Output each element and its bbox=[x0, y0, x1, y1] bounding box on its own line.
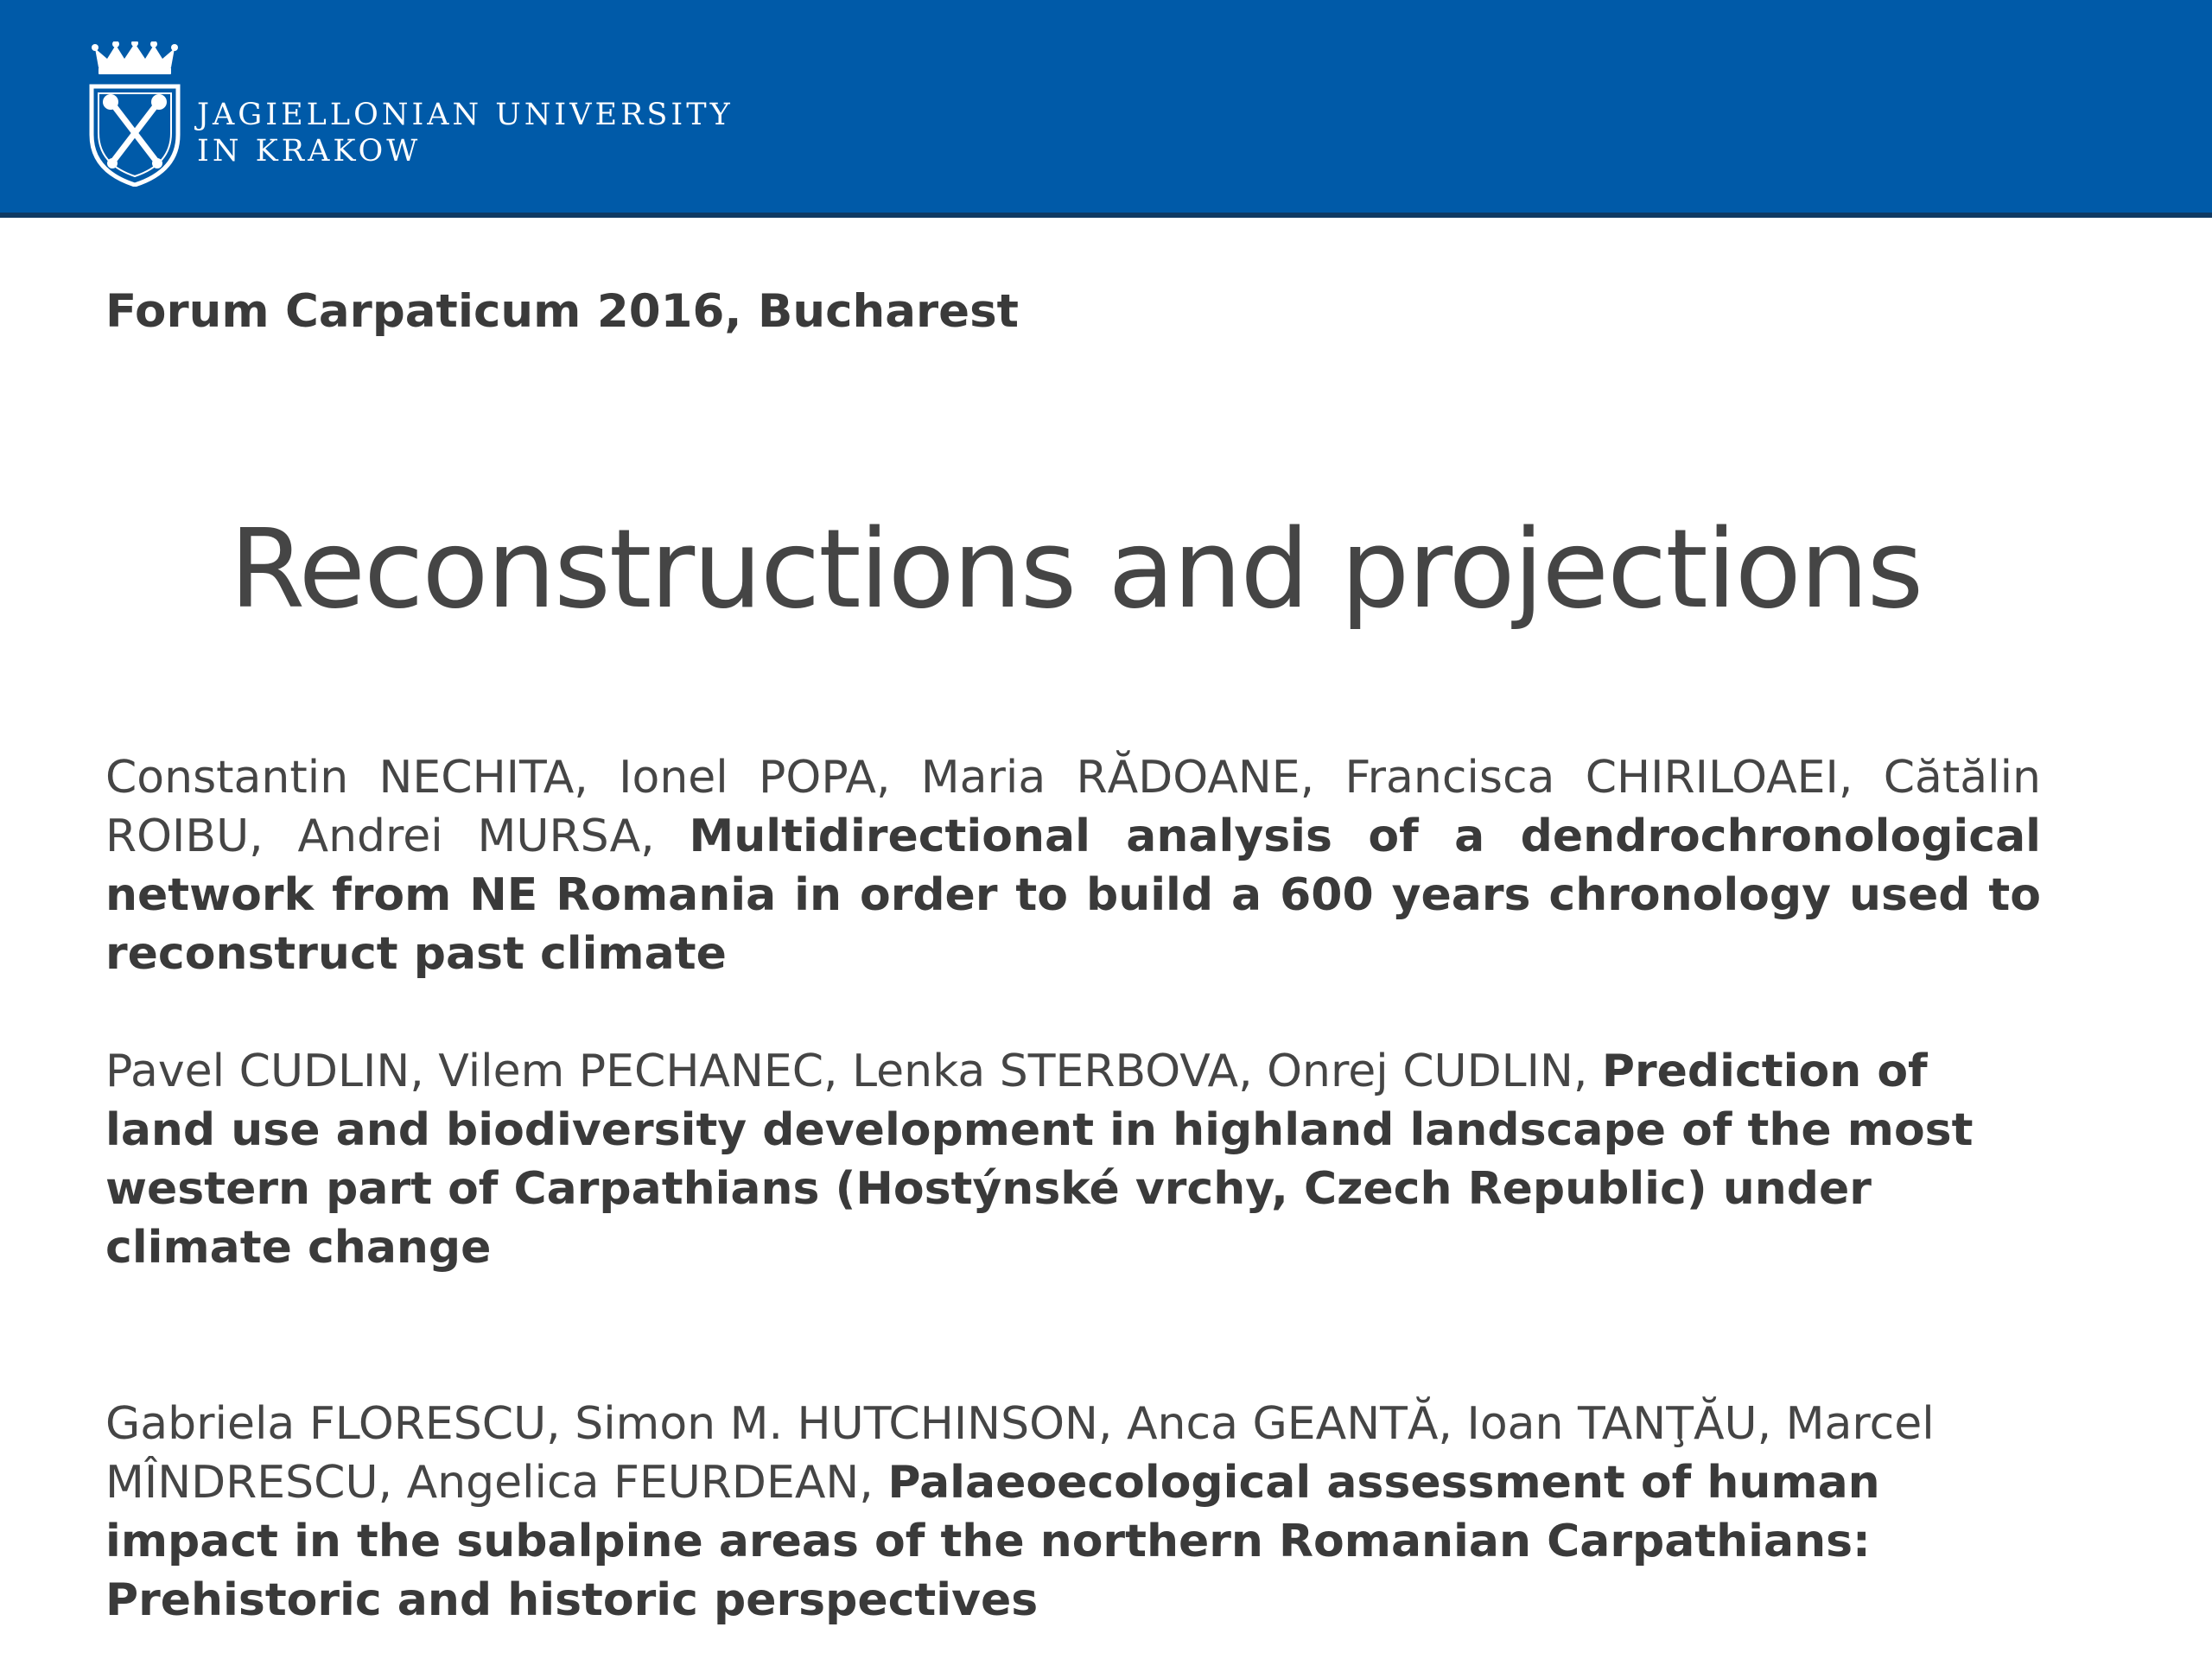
paper-authors: Constantin NECHITA, Ionel POPA, Maria RĂDOANE, Francisca CHIRILOAEI, Cătălin ROIBU, Andrei MURSA, bbox=[105, 752, 2041, 862]
university-crest-icon bbox=[86, 41, 183, 187]
university-header-bar bbox=[0, 0, 2212, 218]
university-name bbox=[197, 97, 734, 169]
paper-entry bbox=[105, 1042, 2032, 1277]
paper-title: Prediction of land use and biodiversity development in highland landscape of the most western part of Carpathians (Hostýnské vrchy, Czech Republic) under climate change bbox=[105, 1046, 1974, 1274]
paper-title: Multidirectional analysis of a dendrochronological network from NE Romania in order to build a 600 years chronology used to reconstruct past climate bbox=[105, 810, 2041, 980]
paper-title: Palaeoecological assessment of human impact in the subalpine areas of the northern Romanian Carpathians: Prehistoric and historic perspectives bbox=[105, 1457, 1880, 1626]
paper-entry bbox=[105, 748, 2041, 983]
paper-entry bbox=[105, 1395, 2032, 1630]
paper-list bbox=[105, 748, 2041, 1630]
paper-authors: Gabriela FLORESCU, Simon M. HUTCHINSON, Anca GEANTĂ, Ioan TANŢĂU, Marcel MÎNDRESCU, Angelica FEURDEAN, bbox=[105, 1398, 1935, 1509]
paper-authors: Pavel CUDLIN, Vilem PECHANEC, Lenka STERBOVA, Onrej CUDLIN, bbox=[105, 1046, 1602, 1097]
university-name-line2: IN KRAKOW bbox=[197, 134, 422, 168]
event-subtitle: Forum Carpaticum 2016, Bucharest bbox=[105, 285, 1019, 338]
slide-title: Reconstructions and projections bbox=[229, 505, 1923, 632]
university-name-line1: JAGIELLONIAN UNIVERSITY bbox=[197, 98, 734, 132]
